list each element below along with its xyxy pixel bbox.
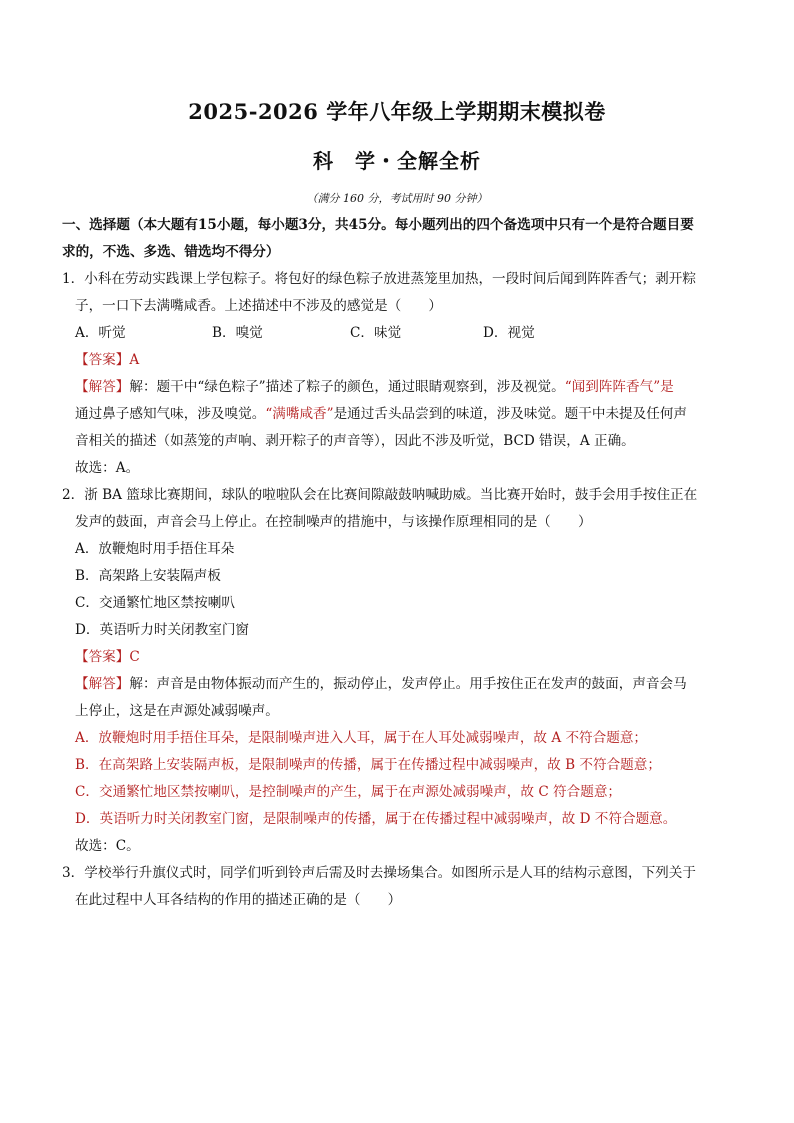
- q2-analysis-c: C．交通繁忙地区禁按喇叭，是控制噪声的产生，属于在声源处减弱噪声，故 C 符合题意；: [75, 784, 622, 800]
- q2-conclusion: 故选：C。: [75, 838, 140, 854]
- q1-conclusion: 故选：A。: [75, 460, 140, 476]
- q1-highlight-taste: “满嘴咸香”: [265, 406, 334, 422]
- q2-analysis-a: A．放鞭炮时用手捂住耳朵，是限制噪声进入人耳，属于在人耳处减弱噪声，故 A 不符合题意；: [75, 730, 648, 746]
- q1-explanation-line1: [62, 374, 734, 401]
- q1-explanation-line2: [62, 401, 734, 428]
- q2-analysis-b: B．在高架路上安装隔声板，是限制噪声的传播，属于在传播过程中减弱噪声，故 B 不符合题意；: [75, 757, 661, 773]
- exam-body: [62, 212, 734, 914]
- q2-explanation-line2: 上停止，这是在声源处减弱噪声。: [75, 703, 279, 719]
- q1-stem-line1: 1．小科在劳动实践课上学包粽子。将包好的绿色粽子放进蒸笼里加热，一段时间后闻到阵阵香气；剥开粽: [62, 271, 696, 287]
- section-heading-line1: 一、选择题（本大题有15小题，每小题3分，共45分。每小题列出的四个备选项中只有一个是符合题目要: [62, 217, 694, 233]
- q1-option-d: D．视觉: [483, 325, 535, 341]
- q1-explanation-text: 是通过舌头品尝到的味道，涉及味觉。题干中未提及任何声: [333, 406, 688, 422]
- q1-explanation-tag: 【解答】: [75, 379, 130, 395]
- q2-stem-line1: 2．浙 BA 篮球比赛期间，球队的啦啦队会在比赛间隙敲鼓呐喊助威。当比赛开始时，鼓手会用手按住正在: [62, 487, 698, 503]
- q2-analysis-d: D．英语听力时关闭教室门窗，是限制噪声的传播，属于在传播过程中减弱噪声，故 D 不符合题意。: [75, 811, 677, 827]
- q2-option-d: D．英语听力时关闭教室门窗: [75, 622, 250, 638]
- q1-stem-line2: 子，一口下去满嘴咸香。上述描述中不涉及的感觉是（ ）: [75, 298, 443, 314]
- q2-answer: 【答案】C: [75, 649, 140, 665]
- q2-explanation-text: 解：声音是由物体振动而产生的，振动停止，发声停止。用手按住正在发声的鼓面，声音会马: [129, 676, 687, 692]
- q1-explanation-text: 通过鼻子感知气味，涉及嗅觉。: [75, 406, 266, 422]
- q1-options: [62, 320, 734, 347]
- q2-explanation-tag: 【解答】: [75, 676, 130, 692]
- q1-explanation-line3: 音相关的描述（如蒸笼的声响、剥开粽子的声音等），因此不涉及听觉，BCD 错误，A 正确。: [75, 433, 635, 449]
- q2-stem-line2: 发声的鼓面，声音会马上停止。在控制噪声的措施中，与该操作原理相同的是（ ）: [75, 514, 592, 530]
- q2-option-b: B．高架路上安装隔声板: [75, 568, 221, 584]
- q1-explanation-text: 解：题干中“绿色粽子”描述了粽子的颜色，通过眼睛观察到，涉及视觉。: [129, 379, 565, 395]
- q3-stem-line1: 3．学校举行升旗仪式时，同学们听到铃声后需及时去操场集合。如图所示是人耳的结构示意图，下列关于: [62, 865, 696, 881]
- q1-option-c: C．味觉: [350, 325, 402, 341]
- q1-option-b: B．嗅觉: [212, 325, 263, 341]
- q1-highlight-smell: “闻到阵阵香气”是: [564, 379, 674, 395]
- page-subtitle: 科 学・全解全析: [313, 149, 481, 173]
- section-heading-line2: 求的，不选、多选、错选均不得分）: [62, 244, 280, 260]
- exam-meta: （满分 160 分，考试用时 90 分钟）: [306, 192, 488, 205]
- q2-explanation-line1: [62, 671, 734, 698]
- q1-option-a: A．听觉: [75, 325, 126, 341]
- q2-option-a: A．放鞭炮时用手捂住耳朵: [75, 541, 235, 557]
- page-title: 2025-2026 学年八年级上学期期末模拟卷: [188, 99, 606, 124]
- q1-answer: 【答案】A: [75, 352, 140, 368]
- q3-stem-line2: 在此过程中人耳各结构的作用的描述正确的是（ ）: [75, 892, 402, 908]
- q2-option-c: C．交通繁忙地区禁按喇叭: [75, 595, 235, 611]
